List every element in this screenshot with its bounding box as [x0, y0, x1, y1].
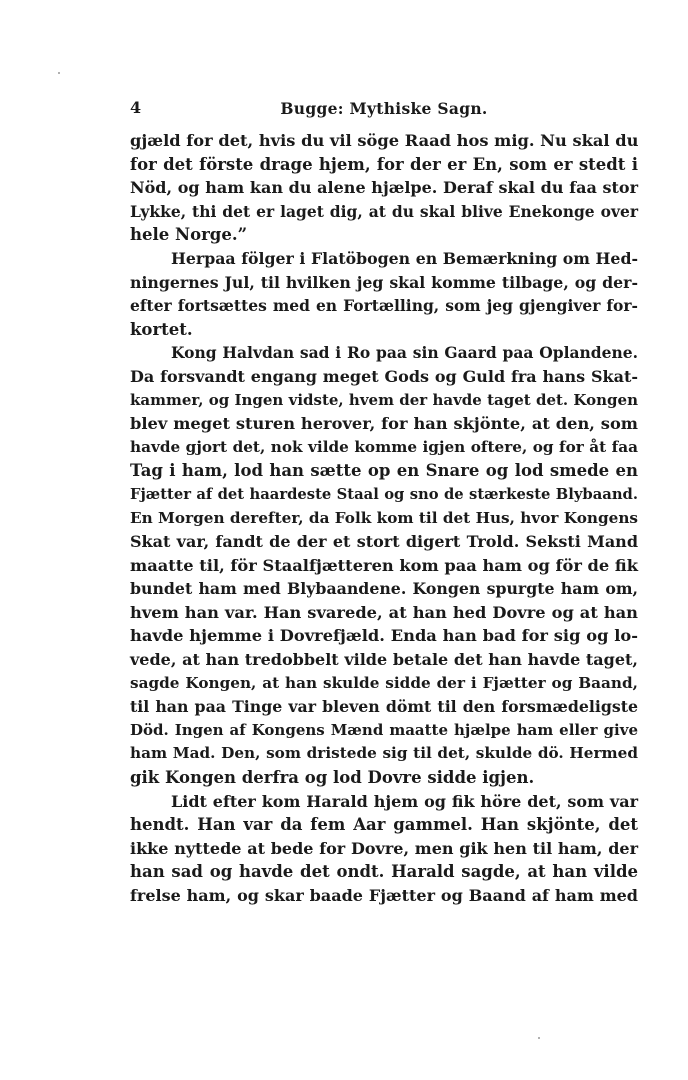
paper-speck [538, 1037, 540, 1039]
text-line: Tag i ham, lod han sætte op en Snare og lod smede en [130, 461, 638, 481]
paper-speck [58, 72, 60, 74]
text-line: hvem han var. Han svarede, at han hed Dovre og at han [130, 602, 638, 622]
text-line: kammer, og Ingen vidste, hvem der havde taget det. Kongen [130, 390, 638, 409]
text-line: han sad og havde det ondt. Harald sagde, at han vilde [130, 862, 638, 882]
text-line: Lykke, thi det er laget dig, at du skal blive Enekonge over [130, 201, 638, 221]
text-line: Nöd, og ham kan du alene hjælpe. Deraf skal du faa stor [130, 178, 638, 198]
text-line: sagde Kongen, at han skulde sidde der i Fjætter og Baand, [130, 673, 638, 692]
text-line: bundet ham med Blybaandene. Kongen spurgte ham om, [130, 579, 638, 599]
text-line: En Morgen derefter, da Folk kom til det Hus, hvor Kongens [130, 508, 638, 527]
text-line: hendt. Han var da fem Aar gammel. Han skjönte, det [130, 815, 638, 835]
text-line: vede, at han tredobbelt vilde betale det han havde taget, [130, 650, 638, 670]
text-line: Da forsvandt engang meget Gods og Guld fra hans Skat- [130, 366, 638, 386]
text-line: ikke nyttede at bede for Dovre, men gik hen til ham, der [130, 838, 638, 858]
text-line: blev meget sturen herover, for han skjönte, at den, som [130, 414, 638, 434]
text-line: til han paa Tinge var bleven dömt til den forsmædeligste [130, 697, 638, 717]
text-line: Fjætter af det haardeste Staal og sno de stærkeste Blybaand. [130, 485, 638, 503]
text-line: efter fortsættes med en Fortælling, som jeg gjengiver for- [130, 296, 638, 316]
text-line: ningernes Jul, til hvilken jeg skal komme tilbage, og der- [130, 272, 638, 292]
text-line: kortet. [130, 319, 193, 339]
page-header [130, 98, 638, 120]
text-line: for det förste drage hjem, for der er En, som er stedt i [130, 154, 638, 174]
text-line: Herpaa fölger i Flatöbogen en Bemærkning om Hed- [171, 248, 638, 268]
page-number: 4 [130, 98, 142, 117]
text-line: frelse ham, og skar baade Fjætter og Baand af ham med [130, 886, 638, 905]
running-head: Bugge: Mythiske Sagn. [280, 99, 488, 118]
text-line: havde gjort det, nok vilde komme igjen oftere, og for åt faa [130, 437, 638, 456]
text-line: maatte til, för Staalfjætteren kom paa ham og för de fik [130, 555, 638, 575]
text-line: gik Kongen derfra og lod Dovre sidde igjen. [130, 768, 535, 788]
text-line: hele Norge.” [130, 225, 248, 245]
text-line: Skat var, fandt de der et stort digert Trold. Seksti Mand [130, 532, 638, 552]
text-line: ham Mad. Den, som dristede sig til det, skulde dö. Hermed [130, 744, 638, 763]
text-line: Kong Halvdan sad i Ro paa sin Gaard paa Oplandene. [171, 343, 638, 363]
text-line: Lidt efter kom Harald hjem og fik höre det, som var [171, 791, 638, 811]
body-text [130, 129, 638, 908]
text-line: gjæld for det, hvis du vil söge Raad hos mig. Nu skal du [130, 131, 639, 150]
text-line: havde hjemme i Dovrefjæld. Enda han bad for sig og lo- [130, 626, 638, 646]
text-line: Död. Ingen af Kongens Mænd maatte hjælpe ham eller give [130, 720, 638, 739]
